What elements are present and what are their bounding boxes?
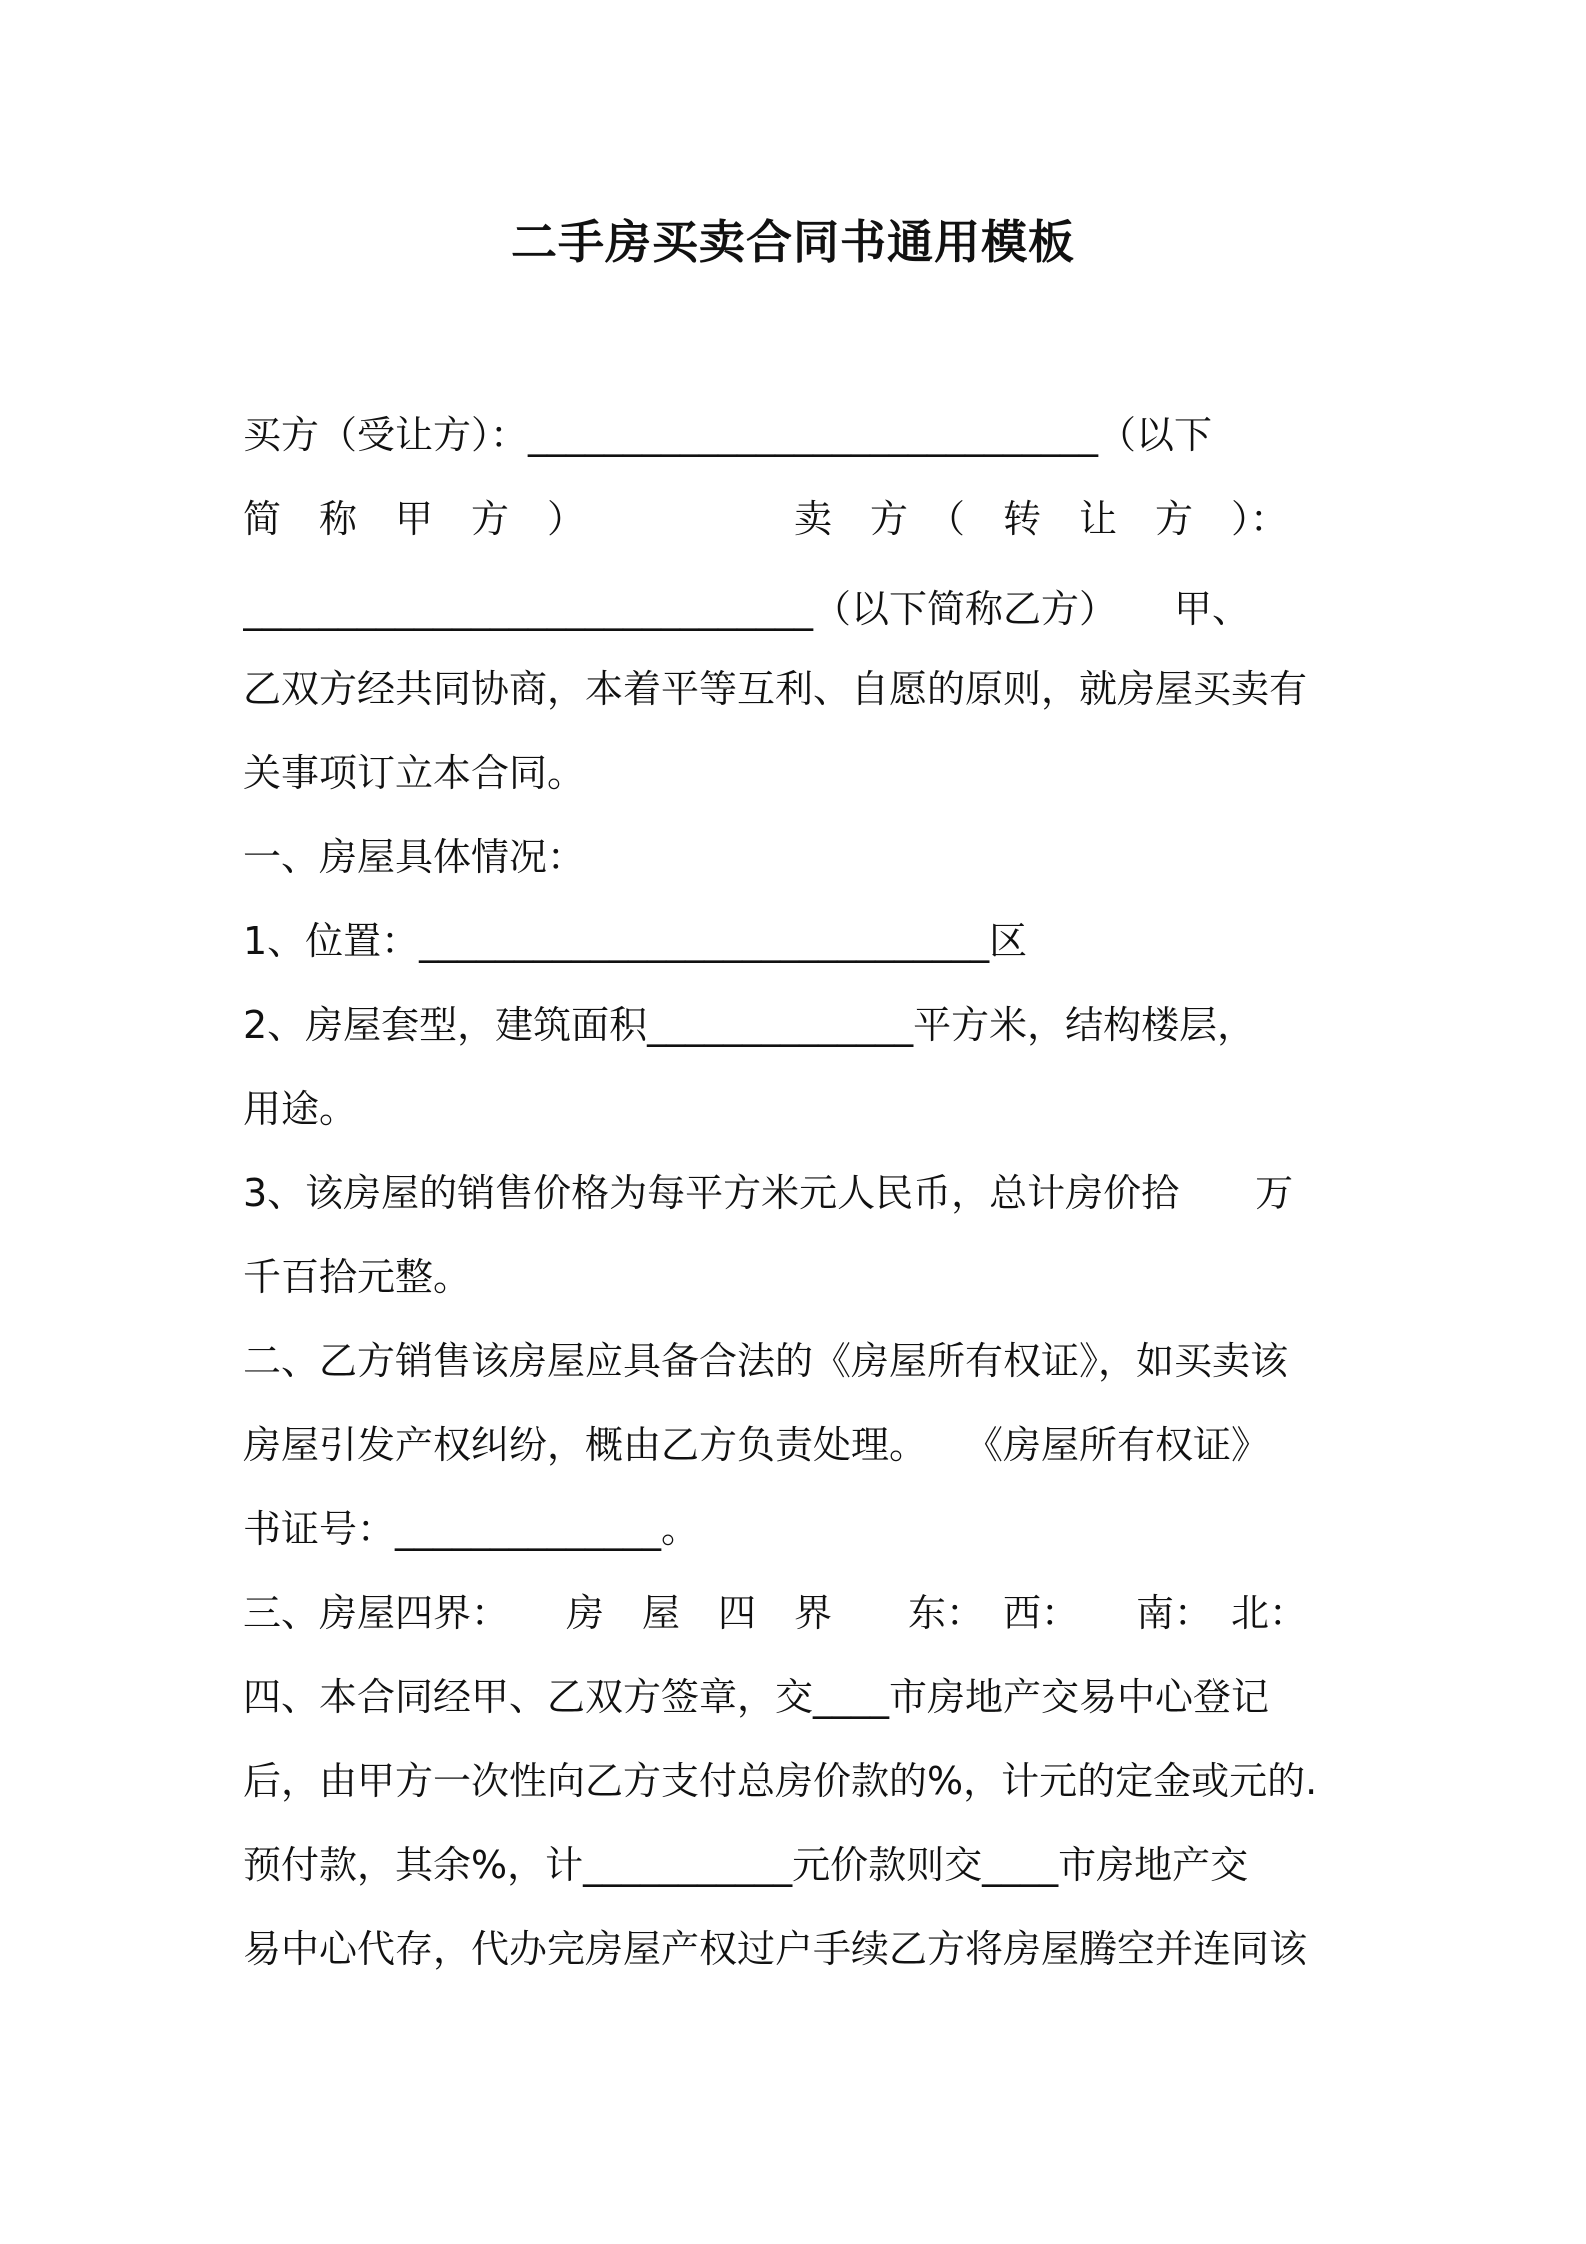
section-4-line-3: 预付款，其余%，计___________元价款则交____市房地产交 xyxy=(243,1843,1249,1887)
section-2-line-2: 房屋引发产权纠纷，概由乙方负责处理。 《房屋所有权证》 xyxy=(243,1423,1270,1467)
line-buyer-abbrev-seller: 简 称 甲 方 ） 卖 方 （ 转 让 方 ）： xyxy=(243,497,1289,541)
section-heading-1: 一、房屋具体情况： xyxy=(243,835,586,879)
line-house-type: 2、房屋套型，建筑面积______________平方米，结构楼层， xyxy=(243,1003,1256,1047)
section-4-line-4: 易中心代存，代办完房屋产权过户手续乙方将房屋腾空并连同该 xyxy=(243,1927,1308,1971)
line-buyer: 买方（受让方）：______________________________（以下 xyxy=(243,413,1213,457)
document-title: 二手房买卖合同书通用模板 xyxy=(511,215,1075,269)
line-preamble-1: 乙双方经共同协商，本着平等互利、自愿的原则，就房屋买卖有 xyxy=(243,667,1308,711)
line-seller: ______________________________（以下简称乙方） 甲、 xyxy=(243,587,1251,631)
section-4-line-2: 后，由甲方一次性向乙方支付总房价款的%，计元的定金或元的. xyxy=(243,1759,1318,1803)
line-price-2: 千百拾元整。 xyxy=(243,1255,472,1299)
line-certificate-number: 书证号：______________。 xyxy=(243,1507,700,1551)
section-4-line-1: 四、本合同经甲、乙双方签章，交____市房地产交易中心登记 xyxy=(243,1675,1270,1719)
line-price-1: 3、该房屋的销售价格为每平方米元人民币，总计房价拾 万 xyxy=(243,1171,1294,1215)
section-2-line-1: 二、乙方销售该房屋应具备合法的《房屋所有权证》，如买卖该 xyxy=(243,1339,1289,1383)
line-preamble-2: 关事项订立本合同。 xyxy=(243,751,586,795)
line-usage: 用途。 xyxy=(243,1087,358,1131)
section-3-boundaries: 三、房屋四界： 房 屋 四 界 东： 西： 南： 北： xyxy=(243,1591,1308,1635)
line-location: 1、位置：______________________________区 xyxy=(243,919,1028,963)
